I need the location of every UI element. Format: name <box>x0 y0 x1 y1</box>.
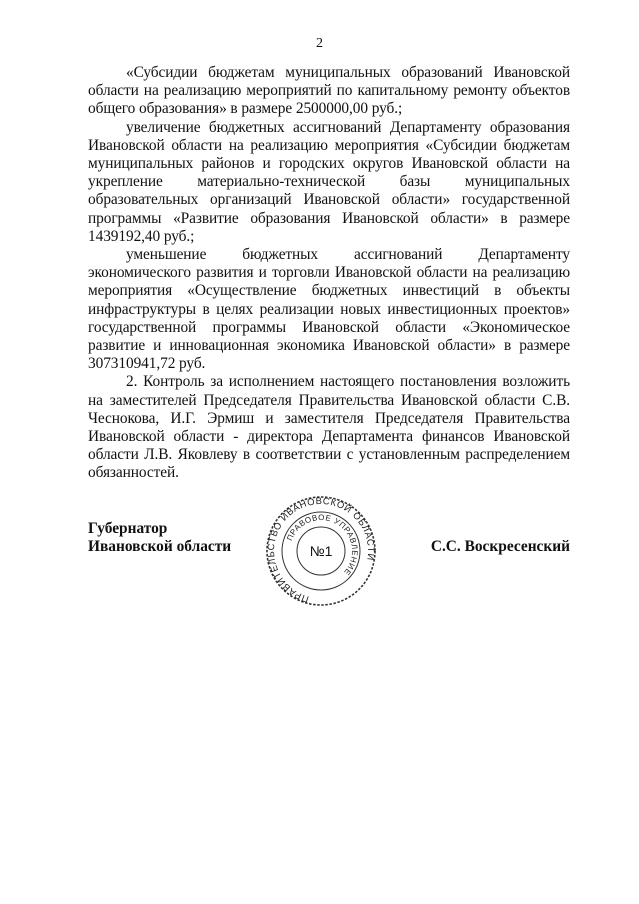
signatory-position <box>88 520 231 556</box>
signatory-name: С.С. Воскресенский <box>430 538 570 555</box>
stamp-inner-text: ПРАВОВОЕ УПРАВЛЕНИЕ <box>285 512 360 578</box>
signatory-title: Губернатор <box>88 520 168 537</box>
document-body <box>88 64 570 483</box>
stamp-center-text: №1 <box>309 543 333 559</box>
official-stamp <box>260 496 382 606</box>
stamp-outer-text: ПРАВИТЕЛЬСТВО ИВАНОВСКОЙ ОБЛАСТИ <box>264 496 378 606</box>
stamp-seal-icon <box>260 496 382 606</box>
paragraph-education-increase: увеличение бюджетных ассигнований Департаменту образования Ивановской области на реализацию мероприятия «Субсидии бюджетам муниципальных районов и городских округов Ивановской области на укрепление материально-технической базы муниципальных образовательных организаций Ивановской области» государственной программы «Развитие образования Ивановской области» в размере 1439192,40 руб.; <box>88 118 570 245</box>
paragraph-economic-decrease: уменьшение бюджетных ассигнований Департаменту экономического развития и торговли Ивановской области на реализацию мероприятия «Осуществление бюджетных инвестиций в объекты инфраструктуры в целях реализации новых инвестиционных проектов» государственной программы Ивановской области «Экономическое развитие и инновационная экономика Ивановской области» в размере 307310941,72 руб. <box>88 246 570 373</box>
paragraph-control-clause: 2. Контроль за исполнением настоящего постановления возложить на заместителей Председателя Правительства Ивановской области С.В. Чеснокова, И.Г. Эрмиш и заместителя Председателя Правительства Ивановской области - директора Департамента финансов Ивановской области Л.В. Яковлеву в соответствии с установленным распределением обязанностей. <box>88 373 570 482</box>
page-number: 2 <box>316 36 323 51</box>
paragraph-capital-repair-subsidy: «Субсидии бюджетам муниципальных образований Ивановской области на реализацию мероприятий по капитальному ремонту объектов общего образования» в размере 2500000,00 руб.; <box>88 64 570 118</box>
signature-block <box>88 496 570 606</box>
signatory-region: Ивановской области <box>88 538 232 556</box>
